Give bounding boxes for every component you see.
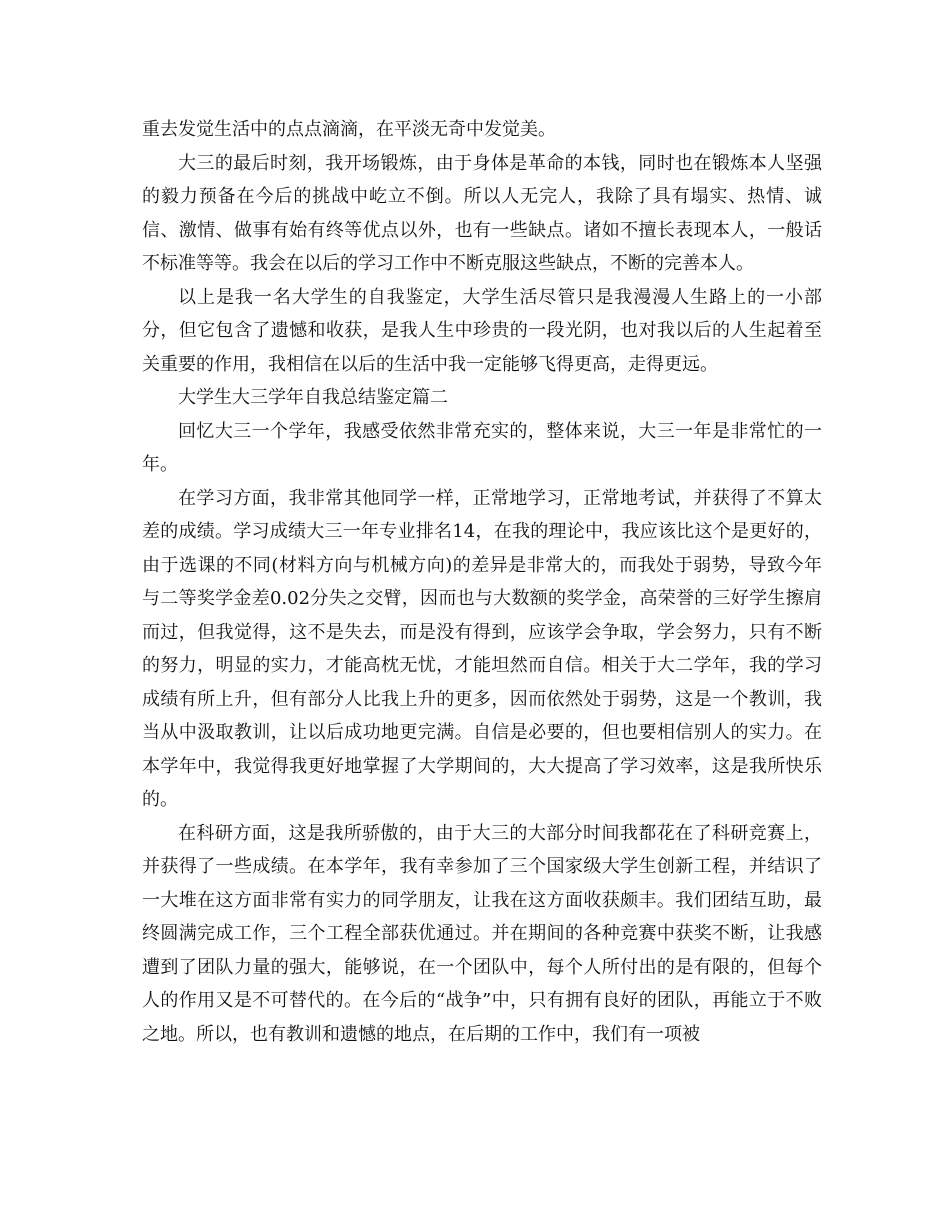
paragraph-conclusion: 以上是我一名大学生的自我鉴定，大学生活尽管只是我漫漫人生路上的一小部分，但它包含了遗憾和收获，是我人生中珍贵的一段光阴，也对我以后的人生起着至关重要的作用，我相信在以后的生活中我一定能够飞得更高，走得更远。 [142, 286, 822, 375]
paragraph-review: 回忆大三一个学年，我感受依然非常充实的，整体来说，大三一年是非常忙的一年。 [142, 420, 822, 475]
paragraph-study: 在学习方面，我非常其他同学一样，正常地学习，正常地考试，并获得了不算太差的成绩。学习成绩大三一年专业排名14，在我的理论中，我应该比这个是更好的，由于选课的不同(材料方向与机械方向)的差异是非常大的，而我处于弱势，导致今年与二等奖学金差0.02分失之交臂，因而也与大数额的奖学金，高荣誉的三好学生擦肩而过，但我觉得，这不是失去，而是没有得到，应该学会争取，学会努力，只有不断的努力，明显的实力，才能高枕无忧，才能坦然而自信。相关于大二学年，我的学习成绩有所上升，但有部分人比我上升的更多，因而依然处于弱势，这是一个教训，我当从中汲取教训，让以后成功地更完满。自信是必要的，但也要相信别人的实力。在本学年中，我觉得我更好地掌握了大学期间的，大大提高了学习效率，这是我所快乐的。 [142, 487, 822, 810]
document-body [142, 113, 822, 1051]
paragraph-continued: 重去发觉生活中的点点滴滴，在平淡无奇中发觉美。 [142, 119, 556, 140]
paragraph-research: 在科研方面，这是我所骄傲的，由于大三的大部分时间我都花在了科研竞赛上，并获得了一些成绩。在本学年，我有幸参加了三个国家级大学生创新工程，并结识了一大堆在这方面非常有实力的同学朋友，让我在这方面收获颇丰。我们团结互助，最终圆满完成工作，三个工程全部获优通过。并在期间的各种竞赛中获奖不断，让我感遭到了团队力量的强大，能够说，在一个团队中，每个人所付出的是有限的，但每个人的作用又是不可替代的。在今后的“战争”中，只有拥有良好的团队，再能立于不败之地。所以，也有教训和遗憾的地点，在后期的工作中，我们有一项被 [142, 822, 822, 1045]
paragraph-exercise: 大三的最后时刻，我开场锻炼，由于身体是革命的本钱，同时也在锻炼本人坚强的毅力预备在今后的挑战中屹立不倒。所以人无完人，我除了具有塌实、热情、诚信、激情、做事有始有终等优点以外，也有一些缺点。诸如不擅长表现本人，一般话不标准等等。我会在以后的学习工作中不断克服这些缺点，不断的完善本人。 [142, 152, 822, 274]
section-title: 大学生大三学年自我总结鉴定篇二 [178, 387, 448, 408]
